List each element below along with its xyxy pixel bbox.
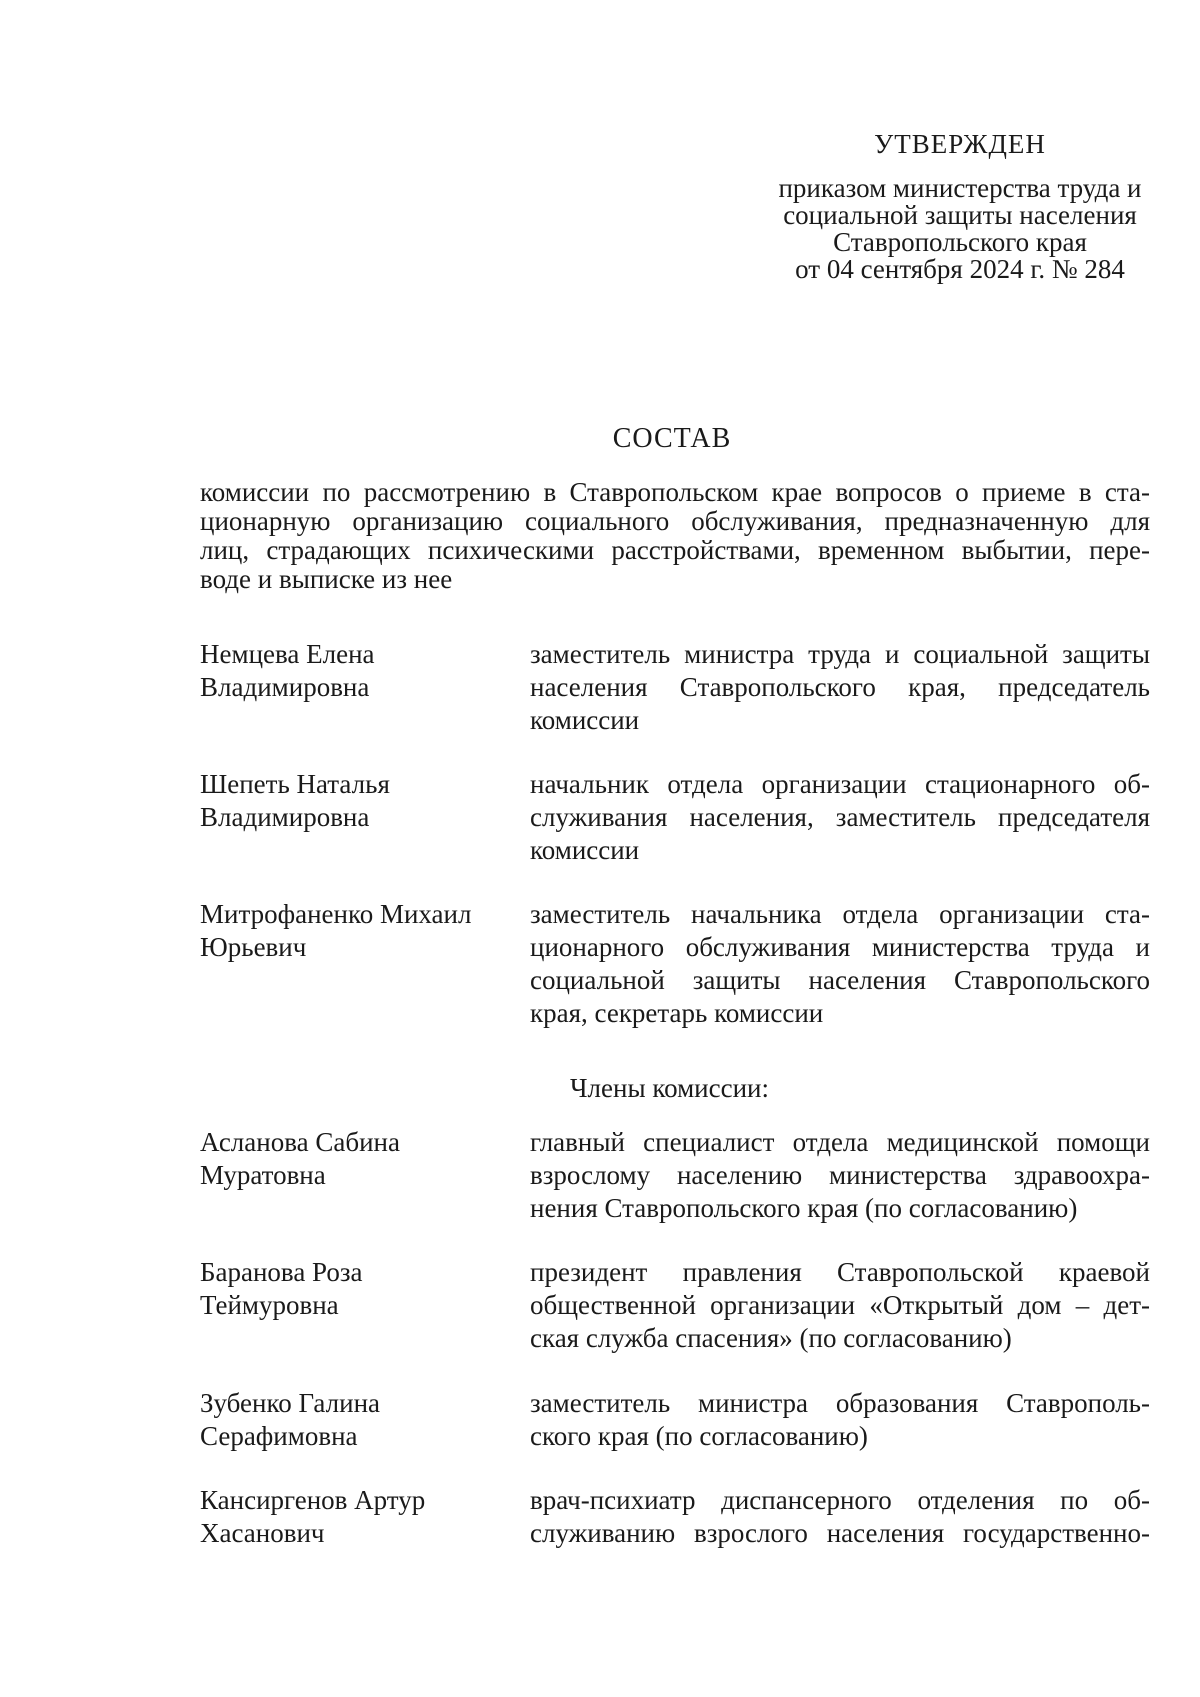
document-subtitle bbox=[200, 478, 1150, 594]
member-name-line: Кансиргенов Артур bbox=[200, 1485, 426, 1515]
member-role-line: взрослому населению министерства здравоохра- bbox=[530, 1160, 1150, 1190]
member-role-line: ская служба спасения» (по согласованию) bbox=[530, 1323, 1012, 1353]
member-name-line: Митрофаненко Михаил bbox=[200, 899, 472, 929]
approval-line: от 04 сентября 2024 г. № 284 bbox=[795, 254, 1125, 284]
member-role bbox=[530, 638, 1150, 737]
member-role bbox=[530, 1256, 1150, 1355]
member-name-line: Владимировна bbox=[200, 672, 370, 702]
member-name-line: Баранова Роза bbox=[200, 1257, 363, 1287]
member-role-line: заместитель начальника отдела организации ста- bbox=[530, 899, 1150, 929]
member-name bbox=[200, 1484, 520, 1550]
member-role-line: общественной организации «Открытый дом – дет- bbox=[530, 1290, 1150, 1320]
subtitle-line: ционарную организацию социального обслуживания, предназначенную для bbox=[200, 506, 1150, 536]
member-name-line: Немцева Елена bbox=[200, 639, 375, 669]
member-role bbox=[530, 1484, 1150, 1550]
member-name-line: Хасанович bbox=[200, 1518, 325, 1548]
member-name-line: Серафимовна bbox=[200, 1421, 358, 1451]
member-role bbox=[530, 898, 1150, 1030]
subtitle-line: лиц, страдающих психическими расстройствами, временном выбытии, пере- bbox=[200, 535, 1150, 565]
member-role bbox=[530, 1387, 1150, 1453]
member-name-line: Шепеть Наталья bbox=[200, 769, 390, 799]
approval-line: Ставропольского края bbox=[833, 227, 1087, 257]
member-role-line: заместитель министра образования Ставрополь- bbox=[530, 1388, 1150, 1418]
members-heading: Члены комиссии: bbox=[570, 1073, 769, 1103]
member-name-line: Владимировна bbox=[200, 802, 370, 832]
member-name-line: Юрьевич bbox=[200, 932, 307, 962]
member-name bbox=[200, 1387, 520, 1453]
member-role-line: социальной защиты населения Ставропольского bbox=[530, 965, 1150, 995]
member-role-line: ского края (по согласованию) bbox=[530, 1421, 868, 1451]
member-name bbox=[200, 638, 520, 704]
member-role-line: комиссии bbox=[530, 705, 640, 735]
member-role-line: заместитель министра труда и социальной защиты bbox=[530, 639, 1150, 669]
member-role-line: врач-психиатр диспансерного отделения по об- bbox=[530, 1485, 1150, 1515]
member-name-line: Зубенко Галина bbox=[200, 1388, 380, 1418]
member-role bbox=[530, 768, 1150, 867]
member-role-line: ционарного обслуживания министерства труда и bbox=[530, 932, 1150, 962]
member-role-line: служиванию взрослого населения государственно- bbox=[530, 1518, 1150, 1548]
member-role-line: нения Ставропольского края (по согласованию) bbox=[530, 1193, 1078, 1223]
member-name-line: Асланова Сабина bbox=[200, 1127, 400, 1157]
member-role-line: главный специалист отдела медицинской помощи bbox=[530, 1127, 1150, 1157]
member-role-line: начальник отдела организации стационарного об- bbox=[530, 769, 1150, 799]
member-name bbox=[200, 1126, 520, 1192]
subtitle-line: воде и выписке из нее bbox=[200, 564, 453, 594]
member-name bbox=[200, 898, 520, 964]
member-name-line: Теймуровна bbox=[200, 1290, 339, 1320]
member-role-line: президент правления Ставропольской краевой bbox=[530, 1257, 1150, 1287]
approval-line: приказом министерства труда и bbox=[778, 173, 1142, 203]
member-role-line: комиссии bbox=[530, 835, 640, 865]
member-role bbox=[530, 1126, 1150, 1225]
member-role-line: служивания населения, заместитель председателя bbox=[530, 802, 1150, 832]
approval-heading: УТВЕРЖДЕН bbox=[874, 129, 1046, 159]
approval-line: социальной защиты населения bbox=[783, 200, 1137, 230]
subtitle-line: комиссии по рассмотрению в Ставропольском крае вопросов о приеме в ста- bbox=[200, 477, 1150, 507]
document-title: СОСТАВ bbox=[612, 423, 732, 454]
member-role-line: края, секретарь комиссии bbox=[530, 998, 824, 1028]
member-name-line: Муратовна bbox=[200, 1160, 326, 1190]
member-name bbox=[200, 768, 520, 834]
member-role-line: населения Ставропольского края, председатель bbox=[530, 672, 1150, 702]
member-name bbox=[200, 1256, 520, 1322]
